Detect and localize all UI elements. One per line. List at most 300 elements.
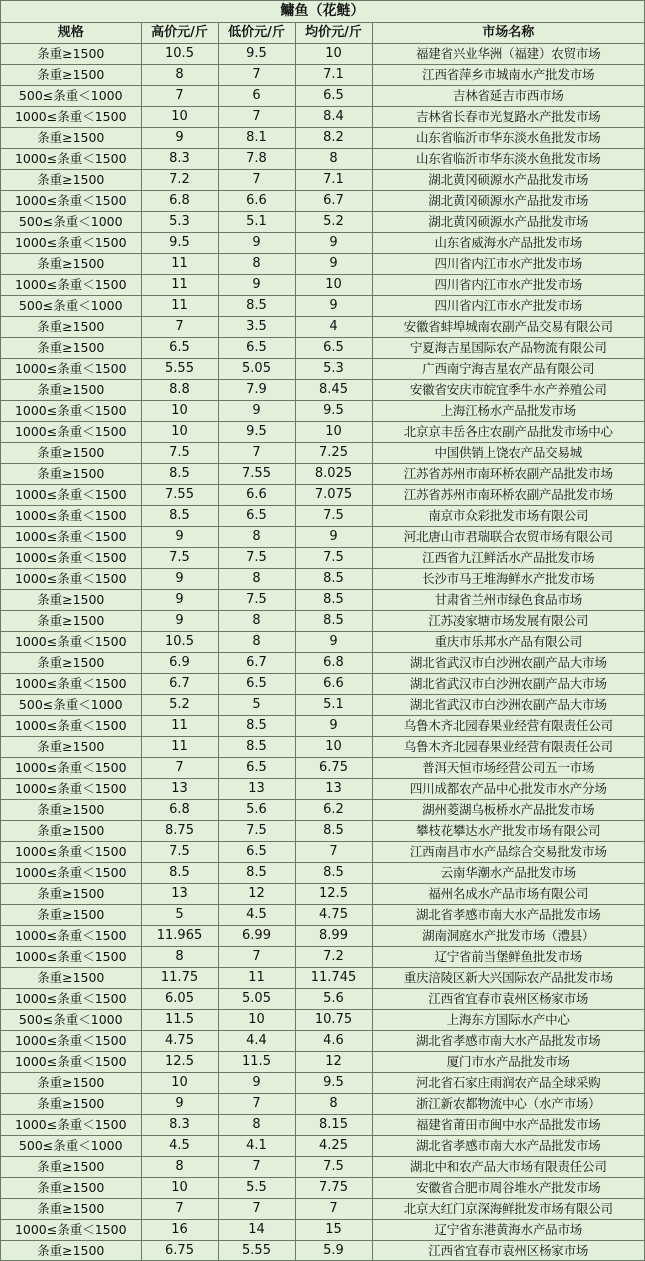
spec-cell: 1000≤条重＜1500 [1, 149, 141, 170]
market-name-cell: 北京京丰岳各庄农副产品批发市场中心 [372, 422, 644, 443]
avg-price-cell: 9 [295, 716, 372, 737]
avg-price-cell: 5.1 [295, 695, 372, 716]
high-price-cell: 5.55 [141, 359, 218, 380]
table-row [1, 905, 644, 926]
spec-cell: 条重≥1500 [1, 1178, 141, 1199]
low-price-cell: 7 [218, 1199, 295, 1220]
header-spec: 规格 [1, 23, 141, 44]
avg-price-cell: 7 [295, 842, 372, 863]
market-name-cell: 安徽省合肥市周谷堆水产批发市场 [372, 1178, 644, 1199]
spec-cell: 1000≤条重＜1500 [1, 926, 141, 947]
low-price-cell: 13 [218, 779, 295, 800]
spec-cell: 1000≤条重＜1500 [1, 506, 141, 527]
market-name-cell: 吉林省长春市光复路水产批发市场 [372, 107, 644, 128]
table-row [1, 989, 644, 1010]
market-name-cell: 重庆涪陵区新大兴国际农产品批发市场 [372, 968, 644, 989]
high-price-cell: 9 [141, 569, 218, 590]
low-price-cell: 4.4 [218, 1031, 295, 1052]
market-name-cell: 山东省威海水产品批发市场 [372, 233, 644, 254]
table-row [1, 149, 644, 170]
high-price-cell: 10 [141, 401, 218, 422]
spec-cell: 1000≤条重＜1500 [1, 989, 141, 1010]
high-price-cell: 6.9 [141, 653, 218, 674]
low-price-cell: 8 [218, 1115, 295, 1136]
spec-cell: 1000≤条重＜1500 [1, 863, 141, 884]
market-name-cell: 江苏省苏州市南环桥农副产品批发市场 [372, 464, 644, 485]
table-row [1, 401, 644, 422]
high-price-cell: 11 [141, 275, 218, 296]
low-price-cell: 11 [218, 968, 295, 989]
spec-cell: 1000≤条重＜1500 [1, 359, 141, 380]
avg-price-cell: 8.2 [295, 128, 372, 149]
low-price-cell: 7 [218, 1157, 295, 1178]
spec-cell: 条重≥1500 [1, 821, 141, 842]
spec-cell: 1000≤条重＜1500 [1, 191, 141, 212]
market-name-cell: 广西南宁海吉星农产品有限公司 [372, 359, 644, 380]
high-price-cell: 5.3 [141, 212, 218, 233]
market-name-cell: 山东省临沂市华东淡水鱼批发市场 [372, 128, 644, 149]
spec-cell: 条重≥1500 [1, 590, 141, 611]
high-price-cell: 5.2 [141, 695, 218, 716]
table-row [1, 695, 644, 716]
low-price-cell: 14 [218, 1220, 295, 1241]
header-high-price: 高价元/斤 [141, 23, 218, 44]
high-price-cell: 11.965 [141, 926, 218, 947]
market-name-cell: 湖北黄冈硕源水产品批发市场 [372, 191, 644, 212]
avg-price-cell: 7.5 [295, 506, 372, 527]
low-price-cell: 6.7 [218, 653, 295, 674]
market-name-cell: 长沙市马王堆海鲜水产批发市场 [372, 569, 644, 590]
high-price-cell: 11 [141, 737, 218, 758]
avg-price-cell: 12 [295, 1052, 372, 1073]
spec-cell: 500≤条重＜1000 [1, 296, 141, 317]
low-price-cell: 9 [218, 275, 295, 296]
table-row [1, 569, 644, 590]
avg-price-cell: 8.99 [295, 926, 372, 947]
avg-price-cell: 10.75 [295, 1010, 372, 1031]
avg-price-cell: 10 [295, 422, 372, 443]
table-row [1, 107, 644, 128]
spec-cell: 500≤条重＜1000 [1, 86, 141, 107]
table-row [1, 947, 644, 968]
low-price-cell: 5.6 [218, 800, 295, 821]
market-name-cell: 湖北省武汉市白沙洲农副产品大市场 [372, 653, 644, 674]
table-row [1, 170, 644, 191]
market-name-cell: 四川省内江市水产批发市场 [372, 275, 644, 296]
high-price-cell: 8.8 [141, 380, 218, 401]
high-price-cell: 8.3 [141, 1115, 218, 1136]
table-row [1, 1115, 644, 1136]
low-price-cell: 8 [218, 569, 295, 590]
avg-price-cell: 8.5 [295, 863, 372, 884]
avg-price-cell: 9 [295, 632, 372, 653]
market-name-cell: 湖北中和农产品大市场有限责任公司 [372, 1157, 644, 1178]
table-row [1, 821, 644, 842]
high-price-cell: 7 [141, 1199, 218, 1220]
high-price-cell: 10 [141, 107, 218, 128]
spec-cell: 条重≥1500 [1, 317, 141, 338]
low-price-cell: 7 [218, 65, 295, 86]
table-row [1, 527, 644, 548]
high-price-cell: 7.5 [141, 548, 218, 569]
low-price-cell: 9 [218, 401, 295, 422]
table-row [1, 443, 644, 464]
avg-price-cell: 7 [295, 1199, 372, 1220]
market-name-cell: 安徽省安庆市皖宜季牛水产养殖公司 [372, 380, 644, 401]
avg-price-cell: 9 [295, 527, 372, 548]
spec-cell: 条重≥1500 [1, 653, 141, 674]
high-price-cell: 10 [141, 1073, 218, 1094]
low-price-cell: 9.5 [218, 44, 295, 65]
spec-cell: 条重≥1500 [1, 611, 141, 632]
spec-cell: 1000≤条重＜1500 [1, 716, 141, 737]
high-price-cell: 16 [141, 1220, 218, 1241]
low-price-cell: 7 [218, 1094, 295, 1115]
market-name-cell: 辽宁省东港黄海水产品市场 [372, 1220, 644, 1241]
low-price-cell: 9 [218, 233, 295, 254]
low-price-cell: 6.5 [218, 758, 295, 779]
table-row [1, 758, 644, 779]
avg-price-cell: 12.5 [295, 884, 372, 905]
spec-cell: 1000≤条重＜1500 [1, 779, 141, 800]
avg-price-cell: 9 [295, 254, 372, 275]
spec-cell: 条重≥1500 [1, 1073, 141, 1094]
market-name-cell: 宁夏海吉星国际农产品物流有限公司 [372, 338, 644, 359]
market-name-cell: 河北省石家庄雨润农产品全球采购 [372, 1073, 644, 1094]
table-row [1, 485, 644, 506]
spec-cell: 条重≥1500 [1, 800, 141, 821]
market-name-cell: 安徽省蚌埠城南农副产品交易有限公司 [372, 317, 644, 338]
spec-cell: 条重≥1500 [1, 380, 141, 401]
spec-cell: 1000≤条重＜1500 [1, 1115, 141, 1136]
spec-cell: 条重≥1500 [1, 884, 141, 905]
low-price-cell: 4.1 [218, 1136, 295, 1157]
low-price-cell: 5.5 [218, 1178, 295, 1199]
table-row [1, 1220, 644, 1241]
low-price-cell: 7.55 [218, 464, 295, 485]
high-price-cell: 8.5 [141, 506, 218, 527]
avg-price-cell: 9.5 [295, 401, 372, 422]
low-price-cell: 7.9 [218, 380, 295, 401]
avg-price-cell: 8.5 [295, 611, 372, 632]
spec-cell: 条重≥1500 [1, 443, 141, 464]
spec-cell: 1000≤条重＜1500 [1, 674, 141, 695]
market-name-cell: 江西省九江鲜活水产品批发市场 [372, 548, 644, 569]
spec-cell: 500≤条重＜1000 [1, 1010, 141, 1031]
low-price-cell: 6.6 [218, 485, 295, 506]
spec-cell: 500≤条重＜1000 [1, 1136, 141, 1157]
low-price-cell: 8 [218, 611, 295, 632]
high-price-cell: 6.7 [141, 674, 218, 695]
avg-price-cell: 10 [295, 44, 372, 65]
low-price-cell: 7.5 [218, 590, 295, 611]
avg-price-cell: 8.025 [295, 464, 372, 485]
avg-price-cell: 7.75 [295, 1178, 372, 1199]
spec-cell: 1000≤条重＜1500 [1, 758, 141, 779]
table-row [1, 1241, 644, 1261]
avg-price-cell: 8.5 [295, 590, 372, 611]
table-body [1, 44, 644, 1261]
spec-cell: 500≤条重＜1000 [1, 695, 141, 716]
spec-cell: 1000≤条重＜1500 [1, 401, 141, 422]
avg-price-cell: 8 [295, 1094, 372, 1115]
low-price-cell: 5.1 [218, 212, 295, 233]
high-price-cell: 9 [141, 128, 218, 149]
low-price-cell: 6.5 [218, 506, 295, 527]
table-row [1, 611, 644, 632]
high-price-cell: 9 [141, 611, 218, 632]
market-name-cell: 湖北黄冈硕源水产品批发市场 [372, 170, 644, 191]
avg-price-cell: 5.9 [295, 1241, 372, 1261]
low-price-cell: 7 [218, 947, 295, 968]
table-row [1, 65, 644, 86]
market-name-cell: 湖北省孝感市南大水产品批发市场 [372, 1136, 644, 1157]
low-price-cell: 10 [218, 1010, 295, 1031]
high-price-cell: 6.8 [141, 800, 218, 821]
market-name-cell: 山东省临沂市华东淡水鱼批发市场 [372, 149, 644, 170]
market-name-cell: 中国供销上饶农产品交易城 [372, 443, 644, 464]
spec-cell: 1000≤条重＜1500 [1, 527, 141, 548]
market-name-cell: 云南华潮水产品批发市场 [372, 863, 644, 884]
low-price-cell: 6.5 [218, 842, 295, 863]
high-price-cell: 5 [141, 905, 218, 926]
avg-price-cell: 7.1 [295, 65, 372, 86]
high-price-cell: 6.05 [141, 989, 218, 1010]
low-price-cell: 9.5 [218, 422, 295, 443]
sheet-title: 鳙鱼（花鲢） [1, 1, 644, 23]
table-row [1, 653, 644, 674]
avg-price-cell: 11.745 [295, 968, 372, 989]
table-row [1, 779, 644, 800]
low-price-cell: 8.5 [218, 716, 295, 737]
spec-cell: 条重≥1500 [1, 170, 141, 191]
table-row [1, 44, 644, 65]
table-row [1, 1073, 644, 1094]
avg-price-cell: 7.1 [295, 170, 372, 191]
table-row [1, 1136, 644, 1157]
avg-price-cell: 5.6 [295, 989, 372, 1010]
low-price-cell: 8.1 [218, 128, 295, 149]
avg-price-cell: 7.5 [295, 1157, 372, 1178]
spec-cell: 条重≥1500 [1, 1241, 141, 1261]
market-name-cell: 湖北省武汉市白沙洲农副产品大市场 [372, 695, 644, 716]
table-row [1, 590, 644, 611]
high-price-cell: 13 [141, 779, 218, 800]
spec-cell: 1000≤条重＜1500 [1, 632, 141, 653]
low-price-cell: 8 [218, 632, 295, 653]
avg-price-cell: 5.2 [295, 212, 372, 233]
spec-cell: 1000≤条重＜1500 [1, 1220, 141, 1241]
high-price-cell: 13 [141, 884, 218, 905]
market-name-cell: 攀枝花攀达水产批发市场有限公司 [372, 821, 644, 842]
market-name-cell: 福州名成水产品市场有限公司 [372, 884, 644, 905]
avg-price-cell: 6.6 [295, 674, 372, 695]
table-row [1, 128, 644, 149]
market-name-cell: 上海东方国际水产中心 [372, 1010, 644, 1031]
high-price-cell: 8 [141, 947, 218, 968]
header-row [1, 23, 644, 44]
low-price-cell: 9 [218, 1073, 295, 1094]
avg-price-cell: 7.25 [295, 443, 372, 464]
low-price-cell: 7.8 [218, 149, 295, 170]
market-name-cell: 南京市众彩批发市场有限公司 [372, 506, 644, 527]
high-price-cell: 7.55 [141, 485, 218, 506]
spec-cell: 1000≤条重＜1500 [1, 275, 141, 296]
table-row [1, 254, 644, 275]
spec-cell: 1000≤条重＜1500 [1, 233, 141, 254]
spec-cell: 条重≥1500 [1, 1157, 141, 1178]
table-row [1, 800, 644, 821]
table-row [1, 926, 644, 947]
high-price-cell: 7 [141, 86, 218, 107]
spec-cell: 1000≤条重＜1500 [1, 422, 141, 443]
market-name-cell: 湖南洞庭水产批发市场（澧县） [372, 926, 644, 947]
spec-cell: 1000≤条重＜1500 [1, 947, 141, 968]
market-name-cell: 福建省莆田市闽中水产品批发市场 [372, 1115, 644, 1136]
avg-price-cell: 8.5 [295, 569, 372, 590]
low-price-cell: 6.5 [218, 338, 295, 359]
market-name-cell: 厦门市水产品批发市场 [372, 1052, 644, 1073]
avg-price-cell: 6.7 [295, 191, 372, 212]
market-name-cell: 乌鲁木齐北园春果业经营有限责任公司 [372, 716, 644, 737]
table-row [1, 1031, 644, 1052]
avg-price-cell: 15 [295, 1220, 372, 1241]
market-name-cell: 江西南昌市水产品综合交易批发市场 [372, 842, 644, 863]
high-price-cell: 4.75 [141, 1031, 218, 1052]
spec-cell: 1000≤条重＜1500 [1, 842, 141, 863]
avg-price-cell: 9 [295, 296, 372, 317]
low-price-cell: 6.99 [218, 926, 295, 947]
spec-cell: 条重≥1500 [1, 254, 141, 275]
low-price-cell: 8 [218, 254, 295, 275]
spec-cell: 条重≥1500 [1, 905, 141, 926]
high-price-cell: 8 [141, 1157, 218, 1178]
table-row [1, 716, 644, 737]
avg-price-cell: 6.75 [295, 758, 372, 779]
market-name-cell: 湖北省武汉市白沙洲农副产品大市场 [372, 674, 644, 695]
market-name-cell: 辽宁省前当堡鲜鱼批发市场 [372, 947, 644, 968]
spec-cell: 条重≥1500 [1, 128, 141, 149]
table-row [1, 212, 644, 233]
low-price-cell: 8 [218, 527, 295, 548]
table-row [1, 842, 644, 863]
avg-price-cell: 9 [295, 233, 372, 254]
low-price-cell: 7.5 [218, 548, 295, 569]
market-name-cell: 浙江新农都物流中心（水产市场） [372, 1094, 644, 1115]
avg-price-cell: 4 [295, 317, 372, 338]
market-name-cell: 江苏凌家塘市场发展有限公司 [372, 611, 644, 632]
low-price-cell: 6.6 [218, 191, 295, 212]
high-price-cell: 7 [141, 317, 218, 338]
low-price-cell: 7 [218, 170, 295, 191]
spec-cell: 条重≥1500 [1, 338, 141, 359]
spec-cell: 条重≥1500 [1, 464, 141, 485]
market-name-cell: 乌鲁木齐北园春果业经营有限责任公司 [372, 737, 644, 758]
avg-price-cell: 7.075 [295, 485, 372, 506]
table-row [1, 464, 644, 485]
table-row [1, 1052, 644, 1073]
market-name-cell: 四川省内江市水产批发市场 [372, 296, 644, 317]
table-row [1, 275, 644, 296]
market-name-cell: 湖州菱湖乌板桥水产品批发市场 [372, 800, 644, 821]
high-price-cell: 7.5 [141, 443, 218, 464]
avg-price-cell: 4.6 [295, 1031, 372, 1052]
low-price-cell: 12 [218, 884, 295, 905]
spec-cell: 条重≥1500 [1, 44, 141, 65]
table-row [1, 1178, 644, 1199]
market-name-cell: 甘肃省兰州市绿色食品市场 [372, 590, 644, 611]
low-price-cell: 11.5 [218, 1052, 295, 1073]
table-row [1, 884, 644, 905]
avg-price-cell: 5.3 [295, 359, 372, 380]
low-price-cell: 7 [218, 107, 295, 128]
table-row [1, 359, 644, 380]
high-price-cell: 6.75 [141, 1241, 218, 1261]
high-price-cell: 4.5 [141, 1136, 218, 1157]
high-price-cell: 11 [141, 254, 218, 275]
avg-price-cell: 7.5 [295, 548, 372, 569]
table-row [1, 191, 644, 212]
table-row [1, 863, 644, 884]
spec-cell: 条重≥1500 [1, 1199, 141, 1220]
spec-cell: 1000≤条重＜1500 [1, 1052, 141, 1073]
spec-cell: 1000≤条重＜1500 [1, 485, 141, 506]
table-row [1, 86, 644, 107]
avg-price-cell: 4.75 [295, 905, 372, 926]
high-price-cell: 8.75 [141, 821, 218, 842]
market-name-cell: 福建省兴业华洲（福建）农贸市场 [372, 44, 644, 65]
table-row [1, 968, 644, 989]
high-price-cell: 8.5 [141, 863, 218, 884]
table-row [1, 632, 644, 653]
table-row [1, 1010, 644, 1031]
high-price-cell: 7.2 [141, 170, 218, 191]
high-price-cell: 10 [141, 1178, 218, 1199]
spec-cell: 条重≥1500 [1, 65, 141, 86]
low-price-cell: 7.5 [218, 821, 295, 842]
high-price-cell: 12.5 [141, 1052, 218, 1073]
avg-price-cell: 4.25 [295, 1136, 372, 1157]
avg-price-cell: 6.8 [295, 653, 372, 674]
low-price-cell: 8.5 [218, 737, 295, 758]
spec-cell: 1000≤条重＜1500 [1, 548, 141, 569]
price-table [1, 23, 644, 1261]
avg-price-cell: 9.5 [295, 1073, 372, 1094]
table-row [1, 1157, 644, 1178]
low-price-cell: 5.05 [218, 359, 295, 380]
avg-price-cell: 8.5 [295, 821, 372, 842]
high-price-cell: 8.5 [141, 464, 218, 485]
avg-price-cell: 8.4 [295, 107, 372, 128]
avg-price-cell: 6.2 [295, 800, 372, 821]
high-price-cell: 10.5 [141, 632, 218, 653]
high-price-cell: 8.3 [141, 149, 218, 170]
table-row [1, 296, 644, 317]
table-row [1, 548, 644, 569]
market-name-cell: 江西省宜春市袁州区杨家市场 [372, 1241, 644, 1261]
table-row [1, 506, 644, 527]
high-price-cell: 7.5 [141, 842, 218, 863]
high-price-cell: 8 [141, 65, 218, 86]
market-name-cell: 江苏省苏州市南环桥农副产品批发市场 [372, 485, 644, 506]
high-price-cell: 6.5 [141, 338, 218, 359]
high-price-cell: 11.75 [141, 968, 218, 989]
table-row [1, 1199, 644, 1220]
high-price-cell: 9 [141, 527, 218, 548]
low-price-cell: 6 [218, 86, 295, 107]
spec-cell: 条重≥1500 [1, 968, 141, 989]
header-avg-price: 均价元/斤 [295, 23, 372, 44]
